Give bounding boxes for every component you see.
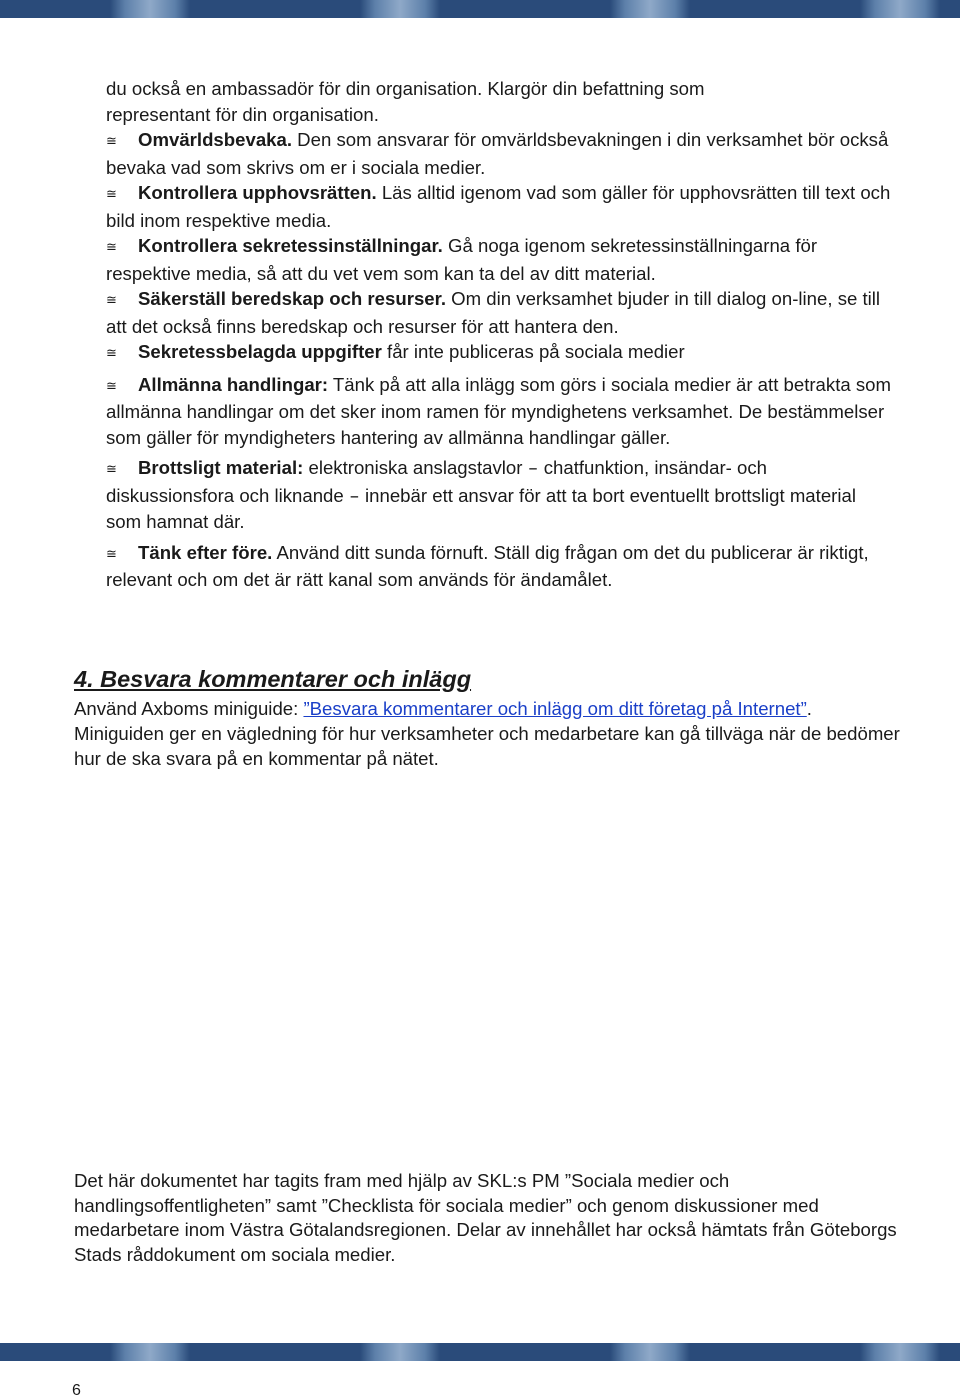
list-item: [106, 455, 896, 535]
approx-bullet-icon: ≅: [106, 187, 117, 202]
item-text: får inte publiceras på sociala medier: [381, 341, 685, 362]
page-number: 6: [72, 1382, 81, 1399]
list-item: [106, 180, 896, 233]
item-text: innebär ett ansvar för att ta bort eventuellt brottsligt material som hamnat där.: [106, 484, 856, 532]
item-text: elektroniska anslagstavlor: [303, 457, 523, 478]
list-item: [106, 286, 896, 339]
item-heading: Brottsligt material:: [138, 457, 304, 478]
section-paragraph: [74, 696, 904, 771]
approx-bullet-icon: ≅: [106, 346, 117, 361]
approx-bullet-icon: ≅: [106, 462, 117, 477]
list-item: [106, 233, 896, 286]
dash: –: [349, 485, 360, 507]
item-text: Gå noga igenom sekretessinställningarna för respektive media, så att du vet vem som kan ta del av ditt material.: [106, 235, 818, 284]
section-lead: Använd Axboms miniguide:: [74, 698, 304, 719]
item-text: Använd ditt sunda förnuft. Ställ dig frågan om det du publicerar är riktigt, relevant och om det är rätt kanal som används för ändamålet.: [106, 541, 869, 590]
approx-bullet-icon: ≅: [106, 240, 117, 255]
intro-line-2: representant för din organisation.: [106, 103, 379, 125]
item-heading: Omvärldsbevaka.: [138, 129, 293, 150]
dash: –: [528, 458, 538, 479]
approx-bullet-icon: ≅: [106, 378, 117, 394]
item-heading: Säkerställ beredskap och resurser.: [138, 288, 447, 309]
approx-bullet-icon: ≅: [106, 134, 117, 149]
list-item: [106, 540, 896, 593]
list-item: [106, 127, 896, 180]
item-text: Läs alltid igenom vad som gäller för upphovsrätten till text och bild inom respektive media.: [106, 182, 891, 231]
list-item: [106, 372, 896, 451]
intro-line-1: du också en ambassadör för din organisation. Klargör din befattning som: [106, 78, 705, 99]
approx-bullet-icon: ≅: [106, 293, 117, 308]
item-heading: Kontrollera upphovsrätten.: [138, 182, 377, 203]
approx-bullet-icon: ≅: [106, 546, 117, 562]
section-answer-comments: [74, 664, 904, 771]
header-band: [0, 0, 960, 18]
section-title: 4. Besvara kommentarer och inlägg: [74, 666, 472, 692]
item-heading: Kontrollera sekretessinställningar.: [138, 235, 443, 256]
item-heading: Tänk efter före.: [138, 541, 273, 563]
footer-band: [0, 1343, 960, 1361]
item-heading: Sekretessbelagda uppgifter: [138, 341, 382, 362]
miniguide-link[interactable]: ”Besvara kommentarer och inlägg om ditt företag på Internet”: [303, 698, 807, 719]
item-text: chatfunktion, insändar- och diskussionsfora och liknande: [106, 457, 767, 506]
item-heading: Allmänna handlingar:: [138, 373, 329, 395]
body-text: [106, 76, 896, 593]
item-text: Tänk på att alla inlägg som görs i sociala medier är att betrakta som allmänna handlingar om det sker inom ramen för myndighetens verksamhet. De bestämmelser som gäller för myndigheters hantering av allmänna handlingar gäller.: [106, 373, 891, 448]
footnote: Det här dokumentet har tagits fram med hjälp av SKL:s PM ”Sociala medier och handlingsoffentligheten” samt ”Checklista för sociala medier” och genom diskussioner med medarbetare inom Västra Götalandsregionen. Delar av innehållet har också hämtats från Göteborgs Stads råddokument om sociala medier.: [74, 1170, 897, 1265]
item-text: Om din verksamhet bjuder in till dialog on-line, se till att det också finns beredskap och resurser för att hantera den.: [106, 288, 881, 337]
list-item: [106, 339, 896, 367]
section-rest: . Miniguiden ger en vägledning för hur verksamheter och medarbetare kan gå tillväga när de bedömer hur de ska svara på en kommentar på nätet.: [74, 698, 900, 769]
item-text: Den som ansvarar för omvärldsbevakningen i din verksamhet bör också bevaka vad som skrivs om er i sociala medier.: [106, 129, 889, 178]
